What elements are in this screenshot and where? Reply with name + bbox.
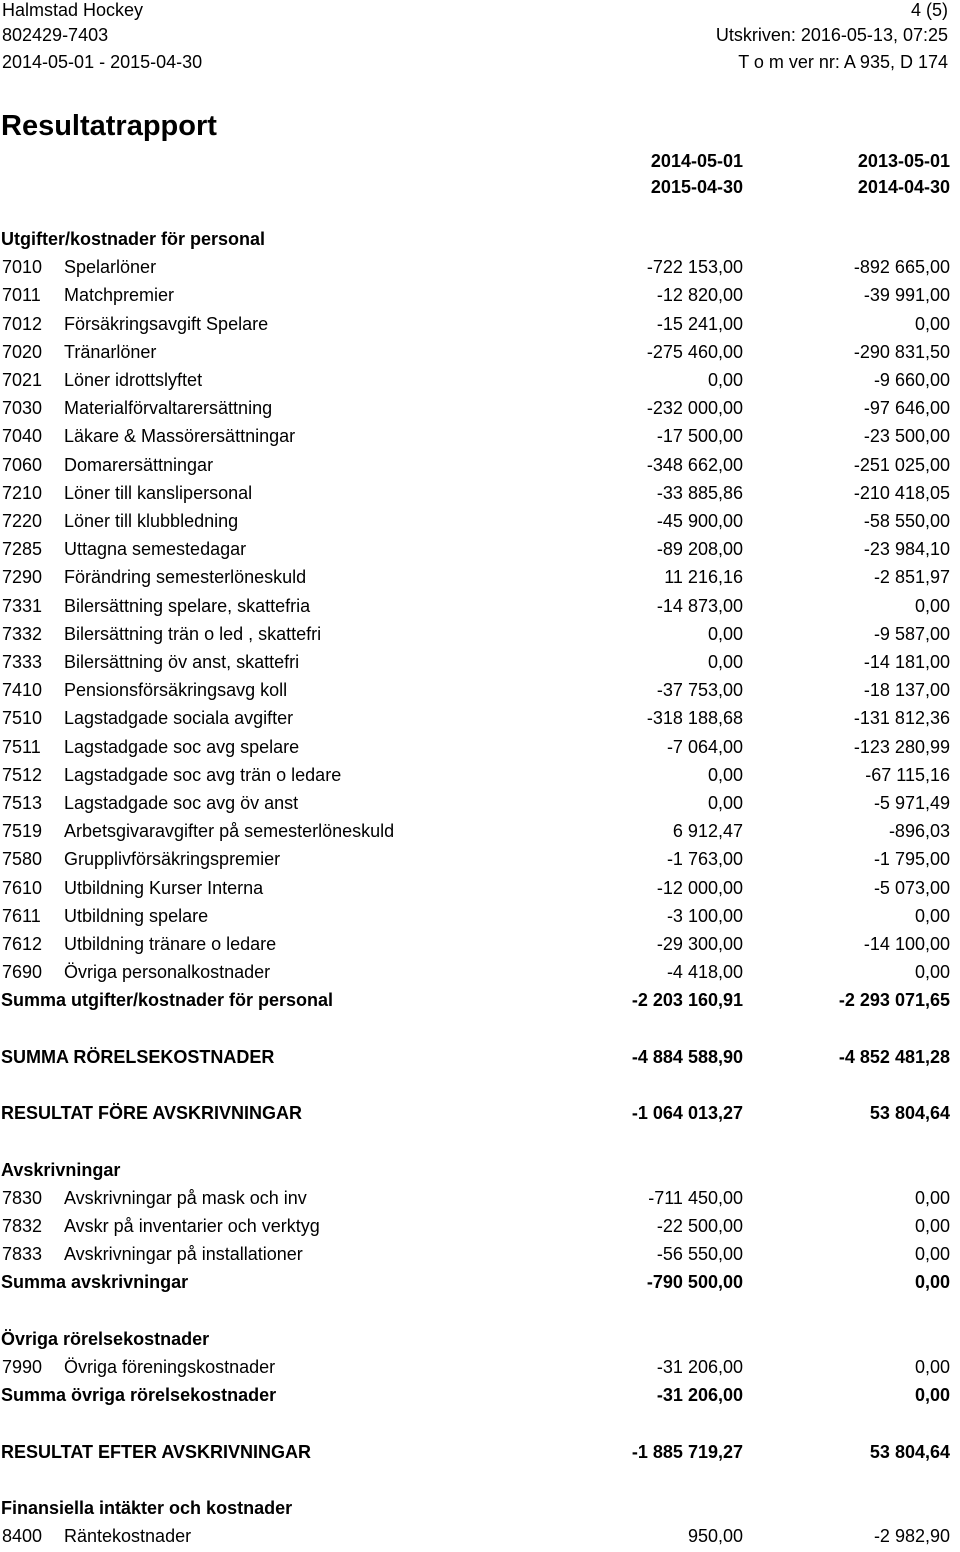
current-period-value: 0,00 <box>707 765 743 785</box>
account-name: Uttagna semestedagar <box>64 539 247 559</box>
previous-period-value: -97 646,00 <box>863 398 950 418</box>
account-number: 7220 <box>2 511 43 531</box>
previous-period-value: -2 293 071,65 <box>838 990 950 1010</box>
current-period-value: -33 885,86 <box>656 483 743 503</box>
previous-period-value: 0,00 <box>914 1188 950 1208</box>
account-row <box>0 878 960 904</box>
account-number: 7040 <box>2 426 43 446</box>
account-row <box>0 1216 960 1242</box>
account-row <box>0 567 960 593</box>
account-number: 7990 <box>2 1357 43 1377</box>
previous-period-value: -1 795,00 <box>873 849 950 869</box>
account-number: 7832 <box>2 1216 43 1236</box>
previous-period-value: 0,00 <box>914 1357 950 1377</box>
current-period-value: 0,00 <box>707 652 743 672</box>
account-number: 7030 <box>2 398 43 418</box>
account-name: Spelarlöner <box>64 257 157 277</box>
previous-period-value: 53 804,64 <box>869 1103 950 1123</box>
account-name: Pensionsförsäkringsavg koll <box>64 680 288 700</box>
current-period-value: -232 000,00 <box>646 398 743 418</box>
account-name: Försäkringsavgift Spelare <box>64 314 269 334</box>
current-period-value: 11 216,16 <box>664 567 743 587</box>
current-period-value: -790 500,00 <box>646 1272 743 1292</box>
header-line-3 <box>0 52 960 74</box>
account-row <box>0 342 960 368</box>
account-number: 7332 <box>2 624 43 644</box>
account-name: Bilersättning öv anst, skattefri <box>64 652 300 672</box>
account-number: 7331 <box>2 596 43 616</box>
previous-period-value: -39 991,00 <box>863 285 950 305</box>
previous-period-value: -290 831,50 <box>853 342 950 362</box>
account-number: 8400 <box>2 1526 43 1546</box>
current-period-value: -12 820,00 <box>656 285 743 305</box>
account-number: 7285 <box>2 539 43 559</box>
current-period-value: -15 241,00 <box>656 314 743 334</box>
account-row <box>0 1244 960 1270</box>
previous-period-value: -9 587,00 <box>873 624 950 644</box>
account-row <box>0 962 960 988</box>
previous-period-value: -2 851,97 <box>873 567 950 587</box>
previous-period-value: -5 073,00 <box>873 878 950 898</box>
current-period-value: -722 153,00 <box>646 257 743 277</box>
account-name: Grupplivförsäkringspremier <box>64 849 281 869</box>
sum-label: Summa utgifter/kostnader för personal <box>1 990 334 1010</box>
section-title: Finansiella intäkter och kostnader <box>1 1498 293 1518</box>
current-period-value: -45 900,00 <box>656 511 743 531</box>
current-period-start: 2014-05-01 <box>650 151 743 171</box>
sum-row <box>0 990 960 1016</box>
sum-row <box>0 1047 960 1073</box>
current-period-value: -4 884 588,90 <box>631 1047 743 1067</box>
previous-period-value: -4 852 481,28 <box>838 1047 950 1067</box>
section-title: Övriga rörelsekostnader <box>1 1329 210 1349</box>
sum-row <box>0 1385 960 1411</box>
section-heading <box>0 1329 960 1355</box>
previous-period-value: 0,00 <box>914 314 950 334</box>
current-period-value: -275 460,00 <box>646 342 743 362</box>
previous-period-value: -9 660,00 <box>873 370 950 390</box>
account-number: 7612 <box>2 934 43 954</box>
account-row <box>0 737 960 763</box>
account-number: 7021 <box>2 370 43 390</box>
previous-period-value: 0,00 <box>914 962 950 982</box>
account-row <box>0 257 960 283</box>
account-name: Arbetsgivaravgifter på semesterlöneskuld <box>64 821 395 841</box>
account-name: Lagstadgade soc avg trän o ledare <box>64 765 342 785</box>
account-row <box>0 483 960 509</box>
current-period-value: -1 763,00 <box>666 849 743 869</box>
account-row <box>0 821 960 847</box>
sum-label: RESULTAT FÖRE AVSKRIVNINGAR <box>1 1103 302 1123</box>
account-number: 7611 <box>2 906 41 926</box>
account-name: Utbildning Kurser Interna <box>64 878 264 898</box>
header-line-2 <box>0 25 960 47</box>
account-row <box>0 539 960 565</box>
account-name: Domarersättningar <box>64 455 214 475</box>
previous-period-end: 2014-04-30 <box>857 177 950 197</box>
account-row <box>0 1188 960 1214</box>
sum-row <box>0 1272 960 1298</box>
sum-label: Summa avskrivningar <box>1 1272 189 1292</box>
account-number: 7060 <box>2 455 43 475</box>
account-row <box>0 1526 960 1552</box>
account-row <box>0 370 960 396</box>
account-number: 7511 <box>2 737 41 757</box>
sum-row <box>0 1442 960 1468</box>
previous-period-value: 0,00 <box>914 1272 950 1292</box>
account-name: Tränarlöner <box>64 342 157 362</box>
account-number: 7210 <box>2 483 43 503</box>
account-row <box>0 455 960 481</box>
report-period: 2014-05-01 - 2015-04-30 <box>2 52 203 72</box>
current-period-value: -29 300,00 <box>656 934 743 954</box>
previous-period-value: -131 812,36 <box>853 708 950 728</box>
current-period-value: -56 550,00 <box>656 1244 743 1264</box>
sum-label: SUMMA RÖRELSEKOSTNADER <box>1 1047 275 1067</box>
current-period-value: -31 206,00 <box>656 1385 743 1405</box>
previous-period-value: 53 804,64 <box>869 1442 950 1462</box>
previous-period-value: 0,00 <box>914 906 950 926</box>
printed-date: Utskriven: 2016-05-13, 07:25 <box>715 25 948 45</box>
section-heading <box>0 1160 960 1186</box>
org-name: Halmstad Hockey <box>2 0 144 20</box>
account-name: Bilersättning trän o led , skattefri <box>64 624 322 644</box>
account-number: 7410 <box>2 680 43 700</box>
previous-period-value: -14 181,00 <box>863 652 950 672</box>
current-period-value: -1 885 719,27 <box>631 1442 743 1462</box>
previous-period-value: -14 100,00 <box>863 934 950 954</box>
account-name: Lagstadgade sociala avgifter <box>64 708 294 728</box>
previous-period-value: -896,03 <box>888 821 950 841</box>
account-name: Löner till klubbledning <box>64 511 239 531</box>
account-name: Lagstadgade soc avg öv anst <box>64 793 299 813</box>
page-title: Resultatrapport <box>1 110 217 142</box>
account-row <box>0 1357 960 1383</box>
current-period-value: -37 753,00 <box>656 680 743 700</box>
previous-period-value: -210 418,05 <box>853 483 950 503</box>
account-name: Avskrivningar på installationer <box>64 1244 303 1264</box>
account-row <box>0 849 960 875</box>
account-number: 7010 <box>2 257 43 277</box>
account-row <box>0 511 960 537</box>
account-name: Läkare & Massörersättningar <box>64 426 296 446</box>
previous-period-value: -2 982,90 <box>873 1526 950 1546</box>
account-row <box>0 906 960 932</box>
voucher-number: T o m ver nr: A 935, D 174 <box>738 52 948 72</box>
account-row <box>0 708 960 734</box>
current-period-value: -711 450,00 <box>648 1188 743 1208</box>
account-row <box>0 765 960 791</box>
account-name: Utbildning spelare <box>64 906 209 926</box>
section-title: Avskrivningar <box>1 1160 121 1180</box>
sum-row <box>0 1103 960 1129</box>
previous-period-value: -5 971,49 <box>873 793 950 813</box>
account-name: Avskr på inventarier och verktyg <box>64 1216 320 1236</box>
current-period-value: -22 500,00 <box>656 1216 743 1236</box>
current-period-value: -3 100,00 <box>666 906 743 926</box>
header-line-1 <box>0 0 960 22</box>
current-period-value: -31 206,00 <box>656 1357 743 1377</box>
current-period-value: -17 500,00 <box>656 426 743 446</box>
section-title: Utgifter/kostnader för personal <box>1 229 266 249</box>
account-name: Bilersättning spelare, skattefria <box>64 596 311 616</box>
current-period-value: -318 188,68 <box>646 708 743 728</box>
account-name: Materialförvaltarersättning <box>64 398 273 418</box>
current-period-value: -7 064,00 <box>666 737 743 757</box>
previous-period-value: -23 500,00 <box>863 426 950 446</box>
account-name: Lagstadgade soc avg spelare <box>64 737 300 757</box>
current-period-value: 0,00 <box>707 370 743 390</box>
section-heading <box>0 1498 960 1524</box>
account-name: Matchpremier <box>64 285 175 305</box>
page-number: 4 (5) <box>910 0 948 20</box>
current-period-end: 2015-04-30 <box>650 177 743 197</box>
previous-period-value: -58 550,00 <box>863 511 950 531</box>
current-period-value: -4 418,00 <box>666 962 743 982</box>
account-number: 7513 <box>2 793 43 813</box>
account-number: 7830 <box>2 1188 43 1208</box>
account-number: 7012 <box>2 314 43 334</box>
previous-period-value: -123 280,99 <box>853 737 950 757</box>
account-number: 7512 <box>2 765 43 785</box>
account-row <box>0 652 960 678</box>
account-row <box>0 624 960 650</box>
sum-label: RESULTAT EFTER AVSKRIVNINGAR <box>1 1442 311 1462</box>
account-name: Avskrivningar på mask och inv <box>64 1188 307 1208</box>
account-row <box>0 314 960 340</box>
account-number: 7510 <box>2 708 43 728</box>
previous-period-value: 0,00 <box>914 1385 950 1405</box>
account-number: 7020 <box>2 342 43 362</box>
account-row <box>0 680 960 706</box>
account-name: Förändring semesterlöneskuld <box>64 567 307 587</box>
previous-period-value: -67 115,16 <box>865 765 950 785</box>
previous-period-value: 0,00 <box>914 1216 950 1236</box>
current-period-value: -348 662,00 <box>646 455 743 475</box>
account-row <box>0 793 960 819</box>
account-name: Övriga föreningskostnader <box>64 1357 276 1377</box>
account-number: 7290 <box>2 567 43 587</box>
account-row <box>0 934 960 960</box>
current-period-value: 6 912,47 <box>672 821 743 841</box>
current-period-value: -12 000,00 <box>656 878 743 898</box>
previous-period-value: -23 984,10 <box>863 539 950 559</box>
previous-period-value: -251 025,00 <box>853 455 950 475</box>
account-name: Löner till kanslipersonal <box>64 483 253 503</box>
account-name: Utbildning tränare o ledare <box>64 934 277 954</box>
account-row <box>0 596 960 622</box>
previous-period-start: 2013-05-01 <box>857 151 950 171</box>
current-period-value: -89 208,00 <box>656 539 743 559</box>
account-number: 7833 <box>2 1244 43 1264</box>
account-name: Övriga personalkostnader <box>64 962 271 982</box>
account-row <box>0 398 960 424</box>
current-period-value: 950,00 <box>687 1526 743 1546</box>
sum-label: Summa övriga rörelsekostnader <box>1 1385 277 1405</box>
account-name: Löner idrottslyftet <box>64 370 203 390</box>
previous-period-value: 0,00 <box>914 596 950 616</box>
current-period-value: 0,00 <box>707 793 743 813</box>
current-period-value: -1 064 013,27 <box>631 1103 743 1123</box>
org-number: 802429-7403 <box>2 25 109 45</box>
section-heading <box>0 229 960 255</box>
current-period-value: -14 873,00 <box>656 596 743 616</box>
previous-period-value: -892 665,00 <box>853 257 950 277</box>
account-number: 7011 <box>2 285 41 305</box>
previous-period-value: -18 137,00 <box>863 680 950 700</box>
account-number: 7519 <box>2 821 43 841</box>
account-number: 7690 <box>2 962 43 982</box>
previous-period-value: 0,00 <box>914 1244 950 1264</box>
current-period-value: 0,00 <box>707 624 743 644</box>
account-number: 7580 <box>2 849 43 869</box>
current-period-value: -2 203 160,91 <box>631 990 743 1010</box>
account-name: Räntekostnader <box>64 1526 192 1546</box>
account-number: 7610 <box>2 878 43 898</box>
account-number: 7333 <box>2 652 43 672</box>
account-row <box>0 426 960 452</box>
account-row <box>0 285 960 311</box>
